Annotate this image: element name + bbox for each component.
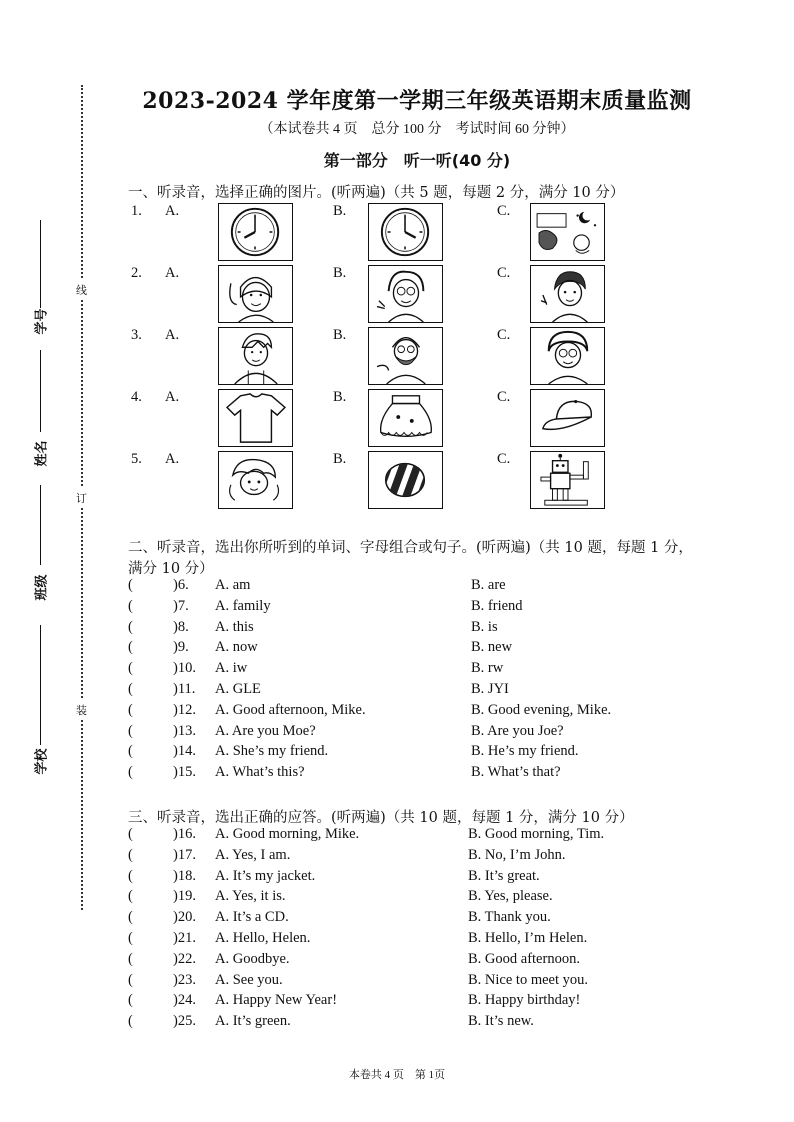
option-label: B.: [333, 327, 347, 343]
answer-blank-paren[interactable]: (: [128, 597, 133, 614]
option-a: A. What’s this?: [215, 764, 305, 781]
option-label: B.: [333, 389, 347, 405]
option-a: A. Yes, it is.: [215, 888, 286, 905]
question-number: )20.: [173, 909, 196, 926]
option-b: B. rw: [471, 660, 504, 677]
option-b: B. No, I’m John.: [468, 846, 566, 863]
question-number: )22.: [173, 950, 196, 967]
picture-question-number: 2.: [131, 265, 142, 281]
answer-blank-paren[interactable]: (: [128, 846, 133, 863]
section2-heading-line1: 二、听录音，选出你所听到的单词、字母组合或句子。(听两遍)（共 10 题，每题 1 分，: [128, 540, 693, 556]
class-label: 班级: [34, 574, 50, 601]
tshirt-icon[interactable]: [218, 389, 293, 447]
robot-icon[interactable]: [530, 451, 605, 509]
option-a: A. It’s my jacket.: [215, 867, 316, 884]
ball-icon[interactable]: [368, 451, 443, 509]
clock-eight-icon[interactable]: [218, 203, 293, 261]
option-a: A. Yes, I am.: [215, 846, 291, 863]
option-a: A. iw: [215, 660, 248, 677]
answer-blank-paren[interactable]: (: [128, 764, 133, 781]
page-footer: 本卷共 4 页 第 1页: [348, 1069, 446, 1081]
option-label: C.: [497, 265, 511, 281]
option-b: B. Good evening, Mike.: [471, 701, 612, 718]
question-number: )10.: [173, 660, 196, 677]
question-number: )25.: [173, 1013, 196, 1030]
name-label: 姓名: [34, 440, 50, 467]
option-label: A.: [165, 265, 180, 281]
answer-blank-paren[interactable]: (: [128, 971, 133, 988]
picture-question-number: 5.: [131, 451, 142, 467]
question-number: )24.: [173, 992, 196, 1009]
answer-blank-paren[interactable]: (: [128, 909, 133, 926]
option-a: A. Good morning, Mike.: [215, 826, 360, 842]
option-b: B. Good afternoon.: [468, 950, 580, 967]
name-blank[interactable]: [40, 350, 41, 432]
option-a: A. She’s my friend.: [215, 743, 329, 760]
picture-question-number: 4.: [131, 389, 142, 405]
option-label: A.: [165, 203, 180, 219]
answer-blank-paren[interactable]: (: [128, 992, 133, 1009]
section3-heading: 三、听录音，选出正确的应答。(听两遍)（共 10 题，每题 1 分，满分 10 分）: [128, 810, 634, 826]
option-b: B. He’s my friend.: [471, 743, 579, 760]
option-label: C.: [497, 389, 511, 405]
exam-title: 2023-2024 学年度第一学期三年级英语期末质量监测: [142, 88, 692, 114]
grandma-glasses-icon[interactable]: [530, 327, 605, 385]
question-number: )7.: [173, 597, 189, 614]
cut-mark-line: 线: [76, 280, 87, 300]
exam-subtitle: （本试卷共 4 页 总分 100 分 考试时间 60 分钟）: [259, 122, 575, 137]
girl-icon[interactable]: [218, 265, 293, 323]
option-a: A. Good afternoon, Mike.: [215, 701, 366, 718]
option-b: B. are: [471, 577, 506, 593]
question-number: )19.: [173, 888, 196, 905]
cut-mark-staple: 订: [76, 488, 87, 508]
question-number: )12.: [173, 701, 196, 718]
option-a: A. It’s a CD.: [215, 909, 289, 926]
option-b: B. It’s new.: [468, 1013, 534, 1030]
grandpa-icon[interactable]: [368, 327, 443, 385]
option-a: A. Happy New Year!: [215, 992, 338, 1009]
answer-blank-paren[interactable]: (: [128, 930, 133, 946]
option-a: A. It’s green.: [215, 1013, 291, 1030]
question-number: )15.: [173, 764, 196, 781]
question-number: )14.: [173, 743, 196, 760]
skirt-icon[interactable]: [368, 389, 443, 447]
option-b: B. Yes, please.: [468, 888, 553, 905]
option-b: B. Are you Joe?: [471, 722, 564, 739]
doll-icon[interactable]: [218, 451, 293, 509]
option-b: B. Nice to meet you.: [468, 971, 589, 988]
option-a: A. now: [215, 639, 258, 656]
answer-blank-paren[interactable]: (: [128, 888, 133, 905]
answer-blank-paren[interactable]: (: [128, 660, 133, 677]
woman-icon[interactable]: [530, 265, 605, 323]
option-label: B.: [333, 451, 347, 467]
student-id-blank[interactable]: [40, 220, 41, 308]
option-label: B.: [333, 265, 347, 281]
question-number: )11.: [173, 681, 196, 697]
option-a: A. am: [215, 577, 251, 593]
option-a: A. Goodbye.: [215, 950, 290, 967]
option-label: B.: [333, 203, 347, 219]
option-label: C.: [497, 203, 511, 219]
question-number: )6.: [173, 577, 189, 593]
grandma-icon[interactable]: [368, 265, 443, 323]
option-a: A. this: [215, 618, 254, 635]
answer-blank-paren[interactable]: (: [128, 701, 133, 718]
answer-blank-paren[interactable]: (: [128, 618, 133, 635]
option-label: A.: [165, 327, 180, 343]
answer-blank-paren[interactable]: (: [128, 826, 133, 842]
answer-blank-paren[interactable]: (: [128, 722, 133, 739]
part-heading: 第一部分 听一听(40 分): [323, 151, 511, 170]
school-label: 学校: [34, 748, 50, 775]
answer-blank-paren[interactable]: (: [128, 639, 133, 656]
question-number: )23.: [173, 971, 196, 988]
school-blank[interactable]: [40, 625, 41, 745]
cap-icon[interactable]: [530, 389, 605, 447]
option-b: B. Happy birthday!: [468, 992, 581, 1009]
option-b: B. friend: [471, 597, 523, 614]
option-b: B. What’s that?: [471, 764, 561, 781]
answer-blank-paren[interactable]: (: [128, 867, 133, 884]
section1-heading: 一、听录音，选择正确的图片。(听两遍)（共 5 题，每题 2 分，满分 10 分）: [128, 185, 625, 201]
clock-four-icon[interactable]: [368, 203, 443, 261]
option-label: A.: [165, 389, 180, 405]
cut-mark-bind: 装: [76, 700, 87, 720]
section2-heading-line2: 满分 10 分）: [128, 561, 214, 577]
option-label: C.: [497, 327, 511, 343]
answer-blank-paren[interactable]: (: [128, 950, 133, 967]
answer-blank-paren[interactable]: (: [128, 1013, 133, 1030]
question-number: )13.: [173, 722, 196, 739]
option-a: A. Are you Moe?: [215, 722, 316, 739]
class-blank[interactable]: [40, 485, 41, 565]
picture-question-number: 3.: [131, 327, 142, 343]
question-number: )21.: [173, 930, 196, 946]
option-a: A. Hello, Helen.: [215, 930, 311, 946]
option-b: B. Thank you.: [468, 909, 551, 926]
question-number: )16.: [173, 826, 196, 842]
option-b: B. JYI: [471, 681, 509, 697]
picture-question-number: 1.: [131, 203, 142, 219]
student-id-label: 学号: [34, 308, 50, 335]
question-number: )9.: [173, 639, 189, 656]
option-label: A.: [165, 451, 180, 467]
option-a: A. GLE: [215, 681, 261, 697]
option-b: B. Hello, I’m Helen.: [468, 930, 588, 946]
question-number: )8.: [173, 618, 189, 635]
option-b: B. new: [471, 639, 513, 656]
night-scene-icon[interactable]: [530, 203, 605, 261]
option-a: A. See you.: [215, 971, 283, 988]
question-number: )17.: [173, 846, 196, 863]
option-a: A. family: [215, 597, 271, 614]
boy-icon[interactable]: [218, 327, 293, 385]
option-b: B. Good morning, Tim.: [468, 826, 605, 842]
question-number: )18.: [173, 867, 196, 884]
answer-blank-paren[interactable]: (: [128, 743, 133, 760]
option-b: B. is: [471, 618, 498, 635]
option-label: C.: [497, 451, 511, 467]
option-b: B. It’s great.: [468, 867, 540, 884]
answer-blank-paren[interactable]: (: [128, 681, 133, 697]
answer-blank-paren[interactable]: (: [128, 577, 133, 593]
